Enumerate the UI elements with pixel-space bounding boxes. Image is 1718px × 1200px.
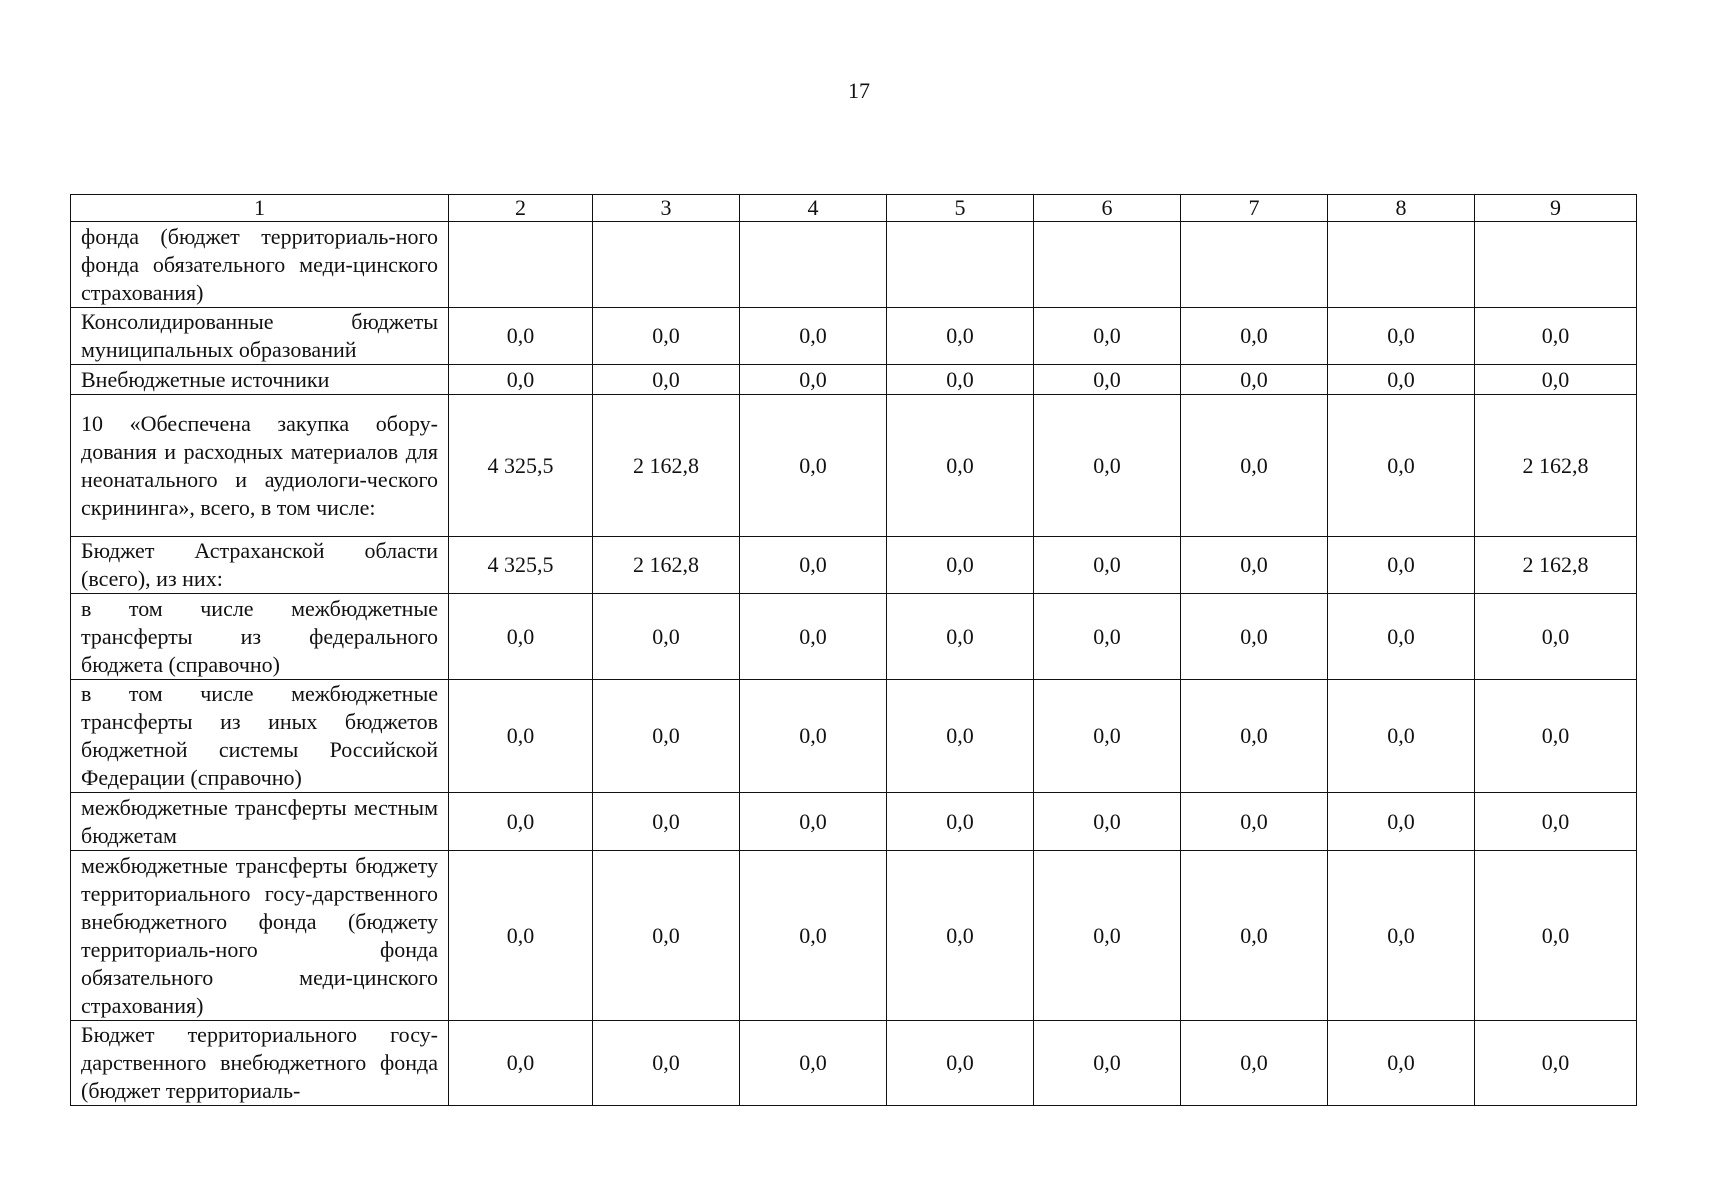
table-cell: 0,0 [740, 1021, 887, 1106]
table-cell: 0,0 [449, 365, 593, 395]
table-cell: 0,0 [449, 594, 593, 680]
table-cell: 0,0 [740, 365, 887, 395]
table-cell: 0,0 [449, 851, 593, 1021]
header-row [71, 195, 1637, 222]
row-label: в том числе межбюджетные трансферты из федерального бюджета (справочно) [71, 594, 449, 680]
table-cell: 0,0 [593, 594, 740, 680]
budget-table [70, 194, 1637, 1106]
table-cell: 0,0 [1328, 1021, 1475, 1106]
table-cell: 0,0 [593, 308, 740, 365]
table-row [71, 793, 1637, 851]
table-cell [593, 222, 740, 308]
column-header: 1 [71, 195, 449, 222]
table-cell: 0,0 [1034, 594, 1181, 680]
table-cell: 0,0 [1181, 365, 1328, 395]
table-cell: 4 325,5 [449, 537, 593, 594]
column-header: 6 [1034, 195, 1181, 222]
table-row [71, 222, 1637, 308]
table-cell: 0,0 [449, 793, 593, 851]
table-cell: 0,0 [593, 793, 740, 851]
column-header: 7 [1181, 195, 1328, 222]
table-cell: 0,0 [593, 365, 740, 395]
table-cell: 0,0 [1328, 395, 1475, 537]
table-cell: 2 162,8 [1475, 537, 1637, 594]
table-row [71, 308, 1637, 365]
table-cell: 0,0 [887, 851, 1034, 1021]
table-cell: 0,0 [1328, 365, 1475, 395]
table-cell: 0,0 [1328, 851, 1475, 1021]
table-cell: 0,0 [887, 365, 1034, 395]
table-row [71, 1021, 1637, 1106]
table-cell: 0,0 [887, 395, 1034, 537]
table-row [71, 395, 1637, 537]
table-cell: 0,0 [1181, 1021, 1328, 1106]
table-cell: 0,0 [740, 594, 887, 680]
table-cell: 0,0 [1181, 308, 1328, 365]
table-cell: 0,0 [449, 308, 593, 365]
column-header: 8 [1328, 195, 1475, 222]
table-cell: 0,0 [1328, 680, 1475, 793]
table-cell [1475, 222, 1637, 308]
table-cell: 0,0 [740, 537, 887, 594]
table-cell: 0,0 [1475, 793, 1637, 851]
table-cell: 0,0 [887, 594, 1034, 680]
row-label: межбюджетные трансферты местным бюджетам [71, 793, 449, 851]
table-cell [740, 222, 887, 308]
table-cell: 0,0 [887, 537, 1034, 594]
table-row [71, 851, 1637, 1021]
table-cell: 0,0 [1475, 1021, 1637, 1106]
table-cell: 0,0 [1034, 537, 1181, 594]
column-header: 3 [593, 195, 740, 222]
table-cell [887, 222, 1034, 308]
table-cell: 0,0 [449, 1021, 593, 1106]
table-cell: 0,0 [1181, 395, 1328, 537]
column-header: 9 [1475, 195, 1637, 222]
table-cell [1181, 222, 1328, 308]
table-cell: 0,0 [593, 680, 740, 793]
table-row [71, 594, 1637, 680]
table-cell: 0,0 [887, 680, 1034, 793]
table-cell: 0,0 [1181, 537, 1328, 594]
row-label: межбюджетные трансферты бюджету территориального госу-дарственного внебюджетного фонда (бюджету территориаль-ного фонда обязательного меди-цинского страхования) [71, 851, 449, 1021]
table-cell: 0,0 [740, 680, 887, 793]
table-cell: 0,0 [593, 851, 740, 1021]
table-cell: 0,0 [1034, 308, 1181, 365]
column-header: 2 [449, 195, 593, 222]
table-cell: 0,0 [1034, 680, 1181, 793]
table-cell: 0,0 [1181, 594, 1328, 680]
table-cell: 0,0 [887, 308, 1034, 365]
column-header: 5 [887, 195, 1034, 222]
table-row [71, 537, 1637, 594]
row-label: 10 «Обеспечена закупка обору-дования и расходных материалов для неонатального и аудиологи-ческого скрининга», всего, в том числе: [71, 395, 449, 537]
row-label: в том числе межбюджетные трансферты из иных бюджетов бюджетной системы Российской Федерации (справочно) [71, 680, 449, 793]
table-cell: 0,0 [449, 680, 593, 793]
table-cell: 0,0 [1328, 793, 1475, 851]
table-cell: 0,0 [1181, 793, 1328, 851]
table-cell: 0,0 [1034, 365, 1181, 395]
row-label: Консолидированные бюджеты муниципальных образований [71, 308, 449, 365]
table-cell: 0,0 [1328, 537, 1475, 594]
table-cell: 0,0 [1328, 594, 1475, 680]
table-cell: 0,0 [593, 1021, 740, 1106]
table-row [71, 365, 1637, 395]
table-cell: 0,0 [1475, 680, 1637, 793]
table-cell: 0,0 [887, 793, 1034, 851]
table-cell [1034, 222, 1181, 308]
table-cell: 2 162,8 [593, 395, 740, 537]
table-cell: 0,0 [740, 851, 887, 1021]
table-cell: 0,0 [1328, 308, 1475, 365]
table-cell: 2 162,8 [593, 537, 740, 594]
table-cell [1328, 222, 1475, 308]
table-cell [449, 222, 593, 308]
table-cell: 0,0 [740, 793, 887, 851]
page-number: 17 [848, 78, 870, 103]
table-cell: 0,0 [1034, 793, 1181, 851]
table-cell: 0,0 [1475, 365, 1637, 395]
table-row [71, 680, 1637, 793]
table-cell: 0,0 [1475, 851, 1637, 1021]
row-label: фонда (бюджет территориаль-ного фонда обязательного меди-цинского страхования) [71, 222, 449, 308]
row-label: Бюджет Астраханской области (всего), из них: [71, 537, 449, 594]
table-cell: 4 325,5 [449, 395, 593, 537]
table-cell: 0,0 [1034, 1021, 1181, 1106]
table-cell: 2 162,8 [1475, 395, 1637, 537]
table-cell: 0,0 [1475, 594, 1637, 680]
column-header: 4 [740, 195, 887, 222]
table-cell: 0,0 [740, 308, 887, 365]
table-cell: 0,0 [740, 395, 887, 537]
table-cell: 0,0 [1475, 308, 1637, 365]
table-cell: 0,0 [1181, 851, 1328, 1021]
row-label: Внебюджетные источники [71, 365, 449, 395]
table-cell: 0,0 [1034, 851, 1181, 1021]
table-cell: 0,0 [1181, 680, 1328, 793]
table-cell: 0,0 [1034, 395, 1181, 537]
table-cell: 0,0 [887, 1021, 1034, 1106]
row-label: Бюджет территориального госу-дарственного внебюджетного фонда (бюджет территориаль- [71, 1021, 449, 1106]
